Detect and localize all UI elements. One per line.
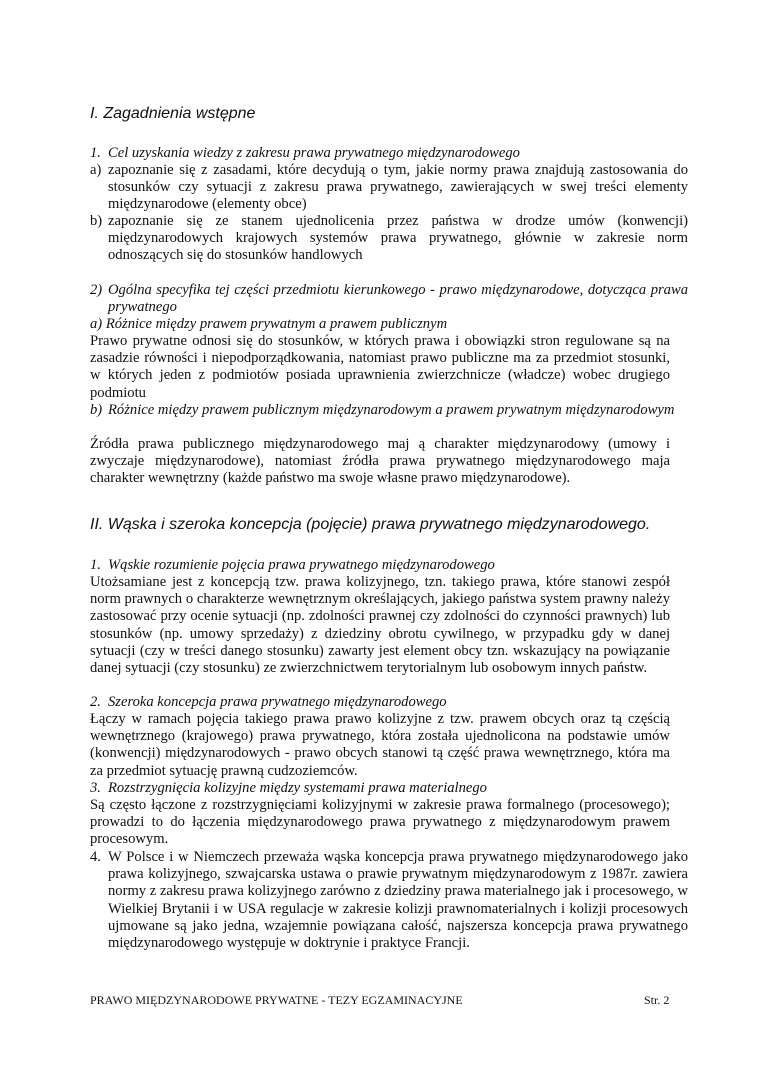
item-title: Różnice między prawem prywatnym a prawem publicznym <box>105 316 448 332</box>
page-number: Str. 2 <box>644 993 670 1007</box>
item-text: zapoznanie się ze stanem ujednolicenia przez państwa w drodze umów (konwencji) międzynarodowych krajowych systemów prawa prywatnego, głównie w zakresie norm odnoszących się do stosunków handlowych <box>108 213 688 264</box>
item-2a-text: Prawo prywatne odnosi się do stosunków, w których prawa i obowiązki stron regulowane są na zasadzie równości i niepodporządkowania, natomiast prawo publiczne ma za przedmiot stosunki, w których jeden z podmiotów posiada uprawnienia zwierzchnicze (władcze) wobec drugiego podmiotu <box>90 333 670 401</box>
item-title: Rozstrzygnięcia kolizyjne między systemami prawa materialnego <box>108 780 487 796</box>
item-number: 4. <box>90 849 101 865</box>
item-1a <box>90 162 688 214</box>
item-2-title <box>90 282 688 316</box>
item-title: Cel uzyskania wiedzy z zakresu prawa prywatnego międzynarodowego <box>108 145 520 161</box>
item-text: W Polsce i w Niemczech przeważa wąska koncepcja prawa prywatnego międzynarodowego jako prawa kolizyjnego, szwajcarska ustawa o prawie prywatnym międzynarodowym z 1987r. zawiera normy z zakresu prawa kolizyjnego zarówno z dziedziny prawa materialnego jak i procesowego, w Wielkiej Brytanii i w USA regulacje w zakresie kolizji prawnomaterialnych i kolizji procesowych ujmowane są jako jedna, wzajemnie powiązana całość, najszersza koncepcja prawa prywatnego międzynarodowego występuje w doktrynie i praktyce Francji. <box>108 849 688 952</box>
s2-item-4 <box>90 849 688 952</box>
section-heading-2: II. Wąska i szeroka koncepcja (pojęcie) prawa prywatnego międzynarodowego. <box>90 516 651 533</box>
item-title: Szeroka koncepcja prawa prywatnego międzynarodowego <box>108 694 447 710</box>
item-number: 3. <box>90 780 101 796</box>
s2-item-2-text: Łączy w ramach pojęcia takiego prawa prawo kolizyjne z tzw. prawem obcych oraz tą częścią wewnętrznego (krajowego) prawa prywatnego, która została ujednolicona na podstawie umów (konwencji) międzynarodowych - prawo obcych stanowi tą część prawa wewnętrznego, która ma za przedmiot sytuację prawną cudzoziemców. <box>90 711 670 779</box>
item-2b-text: Źródła prawa publicznego międzynarodowego maj ą charakter międzynarodowy (umowy i zwyczaje międzynarodowe), natomiast źródła prawa prywatnego międzynarodowego maja charakter wewnętrzny (każde państwo ma swoje własne prawo międzynarodowe). <box>90 436 670 487</box>
item-label: a) <box>90 316 103 332</box>
item-title: Wąskie rozumienie pojęcia prawa prywatnego międzynarodowego <box>108 557 495 573</box>
item-title: Różnice między prawem publicznym międzynarodowym a prawem prywatnym międzynarodowym <box>108 402 675 418</box>
item-title: Ogólna specyfika tej części przedmiotu kierunkowego - prawo międzynarodowe, dotycząca prawa prywatnego <box>108 282 688 316</box>
s2-item-1-title <box>90 557 688 574</box>
item-label: b) <box>90 402 103 418</box>
item-label: a) <box>90 162 102 178</box>
item-1-title <box>90 145 688 162</box>
s2-item-3-text: Są często łączone z rozstrzygnięciami kolizyjnymi w zakresie prawa formalnego (procesowego); prowadzi to do łączenia międzynarodowego prawa prywatnego z międzynarodowym prawem procesowym. <box>90 797 670 848</box>
item-number: 2. <box>90 694 101 710</box>
item-number: 1. <box>90 145 101 161</box>
item-2b-title <box>90 402 688 419</box>
section-heading-1: I. Zagadnienia wstępne <box>90 105 256 122</box>
s2-item-2-title <box>90 694 688 711</box>
item-text: zapoznanie się z zasadami, które decydują o tym, jakie normy prawa znajdują zastosowania do stosunków czy sytuacji z zakresu prawa prywatnego, zawierających w swej treści elementy międzynarodowe (elementy obce) <box>108 162 688 213</box>
footer-title: PRAWO MIĘDZYNARODOWE PRYWATNE - TEZY EGZAMINACYJNE <box>90 993 463 1007</box>
item-number: 1. <box>90 557 101 573</box>
item-2a-title <box>90 316 670 333</box>
s2-item-3-title <box>90 780 688 797</box>
item-1b <box>90 213 688 265</box>
s2-item-1-text: Utożsamiane jest z koncepcją tzw. prawa kolizyjnego, tzn. takiego prawa, które stanowi zespół norm prawnych o charakterze wewnętrznym określających, jakiego państwa system prawny należy zastosować przy ocenie sytuacji (np. zdolności prawnej czy zdolności do czynności prawnych) lub stosunków (np. umowy sprzedaży) z dziedziny obrotu cywilnego, w przypadku gdy w danej sytuacji (czy w treści danego stosunku) zawarty jest element obcy tzn. wskazujący na powiązanie danej sytuacji (czy stosunku) ze zwierzchnictwem terytorialnym lub osobowym innych państw. <box>90 574 670 677</box>
item-number: 2) <box>90 282 103 298</box>
item-label: b) <box>90 213 103 229</box>
